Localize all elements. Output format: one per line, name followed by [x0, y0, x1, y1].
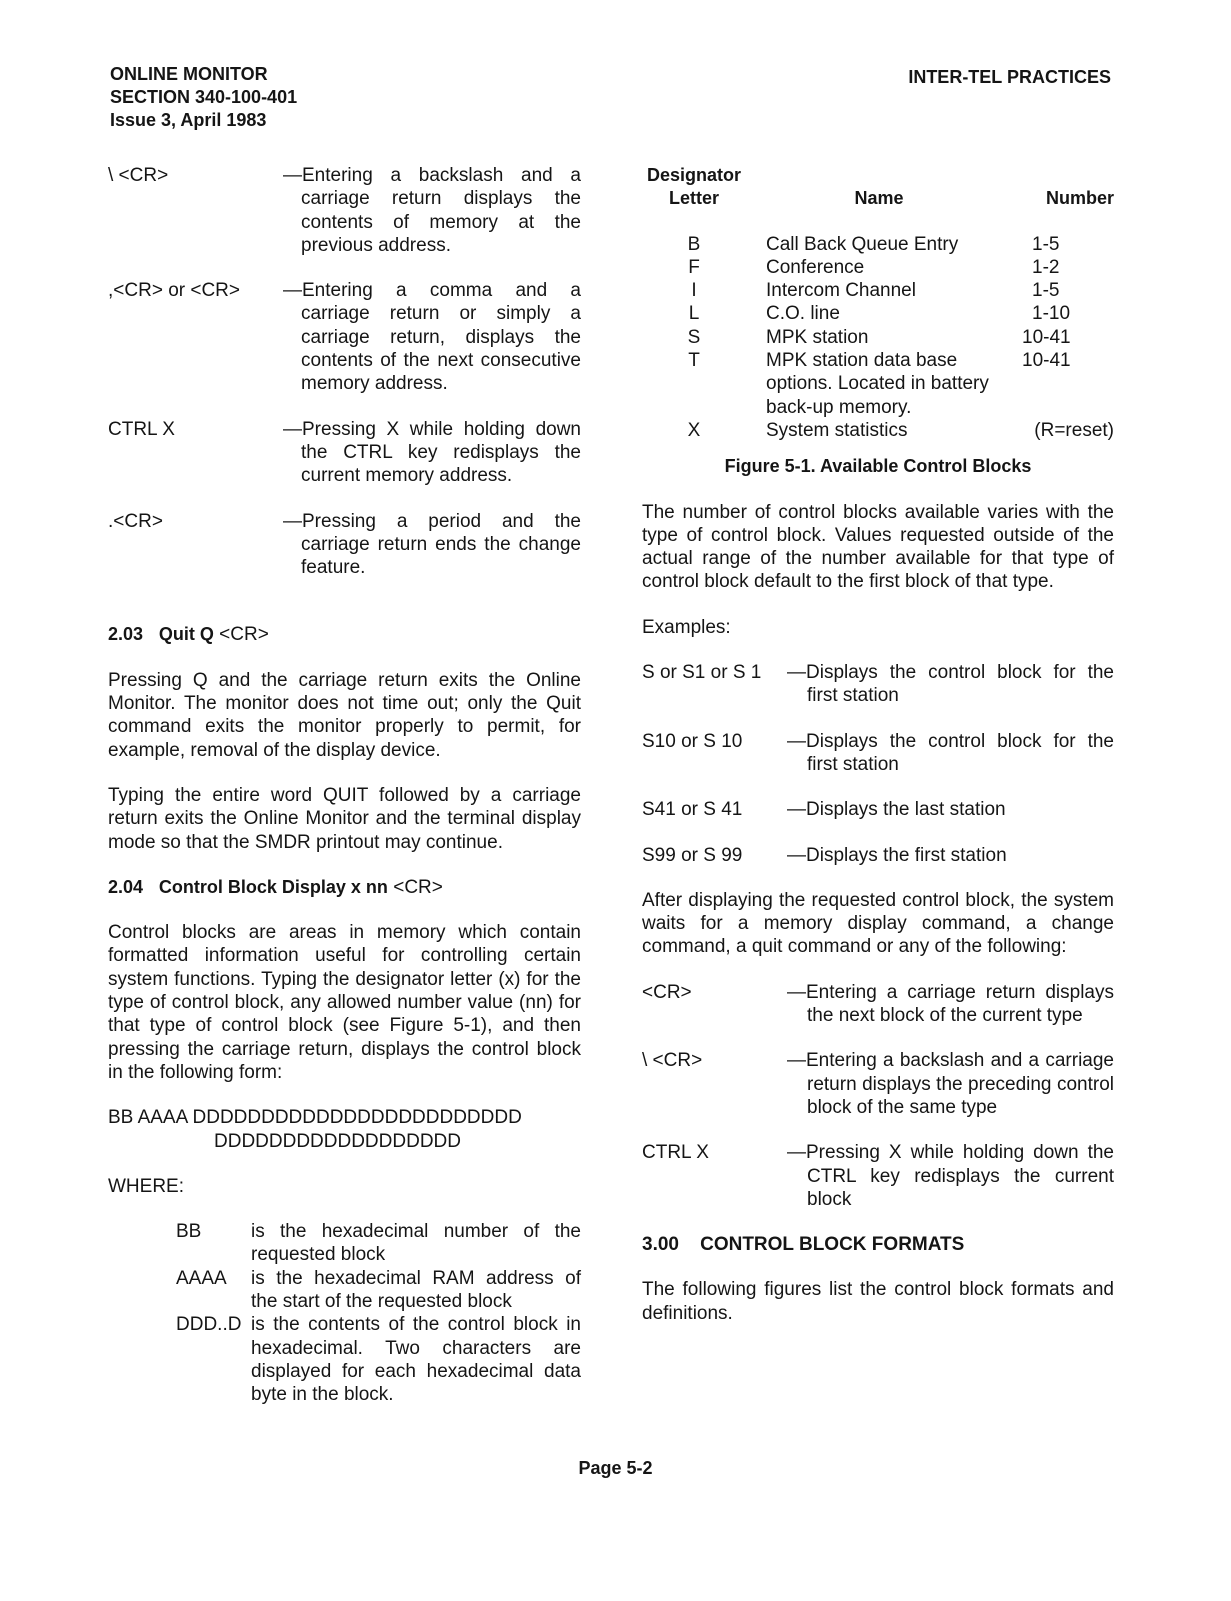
- examples-label: Examples:: [642, 616, 731, 638]
- table-row: I Intercom Channel 1-5: [691, 280, 1060, 302]
- where-item: AAAA is the hexadecimal RAM address of the start of the requested block: [176, 1267, 581, 1312]
- def-desc: —Pressing a period and the carriage return ends the change feature.: [283, 510, 581, 579]
- left-column: [108, 164, 581, 1406]
- example-item: S99 or S 99 —Displays the first station: [642, 844, 1007, 866]
- key-item: <CR> —Entering a carriage return displays the next block of the current type: [642, 981, 1114, 1027]
- table-row: F Conference 1-2: [688, 256, 1060, 278]
- paragraph: After displaying the requested control block, the system waits for a memory display command, a change command, a quit command or any of the following:: [642, 889, 1114, 958]
- paragraph: The number of control blocks available varies with the type of control block. Values requested outside of the actual range of the number available for that type of control block default to the first block of that type.: [642, 501, 1114, 593]
- format-line: BB AAAA DDDDDDDDDDDDDDDDDDDDDDDD: [108, 1107, 522, 1129]
- example-item: S or S1 or S 1 —Displays the control block for the first station: [642, 662, 1114, 707]
- section-heading-3-00: 3.00 CONTROL BLOCK FORMATS: [642, 1234, 965, 1256]
- header-right: INTER-TEL PRACTICES: [908, 67, 1111, 87]
- key-item: \ <CR> —Entering a backslash and a carriage return displays the preceding control block of the same type: [642, 1050, 1114, 1118]
- paragraph: The following figures list the control block formats and definitions.: [642, 1279, 1114, 1324]
- table-row: B Call Back Queue Entry 1-5: [687, 233, 1060, 255]
- def-comma: [108, 279, 581, 395]
- example-item: S41 or S 41 —Displays the last station: [642, 799, 1006, 821]
- def-desc: —Entering a backslash and a carriage return displays the contents of memory at the previous address.: [283, 165, 581, 256]
- table-row: T MPK station data base options. Located in battery back-up memory. 10-41: [688, 350, 1071, 418]
- header-left: [110, 63, 297, 132]
- column-header-letter: Designator Letter: [646, 165, 742, 209]
- right-column: [642, 164, 1114, 1325]
- example-item: S10 or S 10 —Displays the control block for the first station: [642, 730, 1114, 775]
- table-row: L C.O. line 1-10: [688, 303, 1071, 325]
- format-line: DDDDDDDDDDDDDDDDDD: [214, 1130, 461, 1152]
- paragraph: Pressing Q and the carriage return exits the Online Monitor. The monitor does not time out; only the Quit command exits the monitor properly to permit, for example, removal of the display device.: [108, 669, 581, 761]
- where-item: DDD..D is the contents of the control block in hexadecimal. Two characters are displayed for each hexadecimal data byte in the block.: [176, 1314, 581, 1406]
- table-row: X System statistics (R=reset): [687, 419, 1114, 441]
- control-block-table: [642, 164, 1114, 442]
- paragraph: Control blocks are areas in memory which contain formatted information useful for controlling certain system functions. Typing the designator letter (x) for the type of control block, any allowed number value (nn) for that type of control block (see Figure 5-1), and then pressing the carriage return, displays the control block in the following form:: [108, 922, 581, 1083]
- table-header-row: [642, 164, 1114, 233]
- column-header-name: Name: [854, 188, 904, 209]
- def-period: [108, 510, 581, 580]
- key-item: CTRL X —Pressing X while holding down the CTRL key redisplays the current block: [642, 1142, 1114, 1210]
- figure-caption: Figure 5-1. Available Control Blocks: [724, 456, 1032, 477]
- where-list: [108, 1220, 581, 1406]
- def-term: ,<CR> or <CR>: [108, 280, 240, 302]
- doc-section: SECTION 340-100-401: [110, 87, 298, 107]
- paragraph: Typing the entire word QUIT followed by a carriage return exits the Online Monitor and the terminal display mode so that the SMDR printout may continue.: [108, 784, 581, 853]
- def-term: CTRL X: [108, 418, 175, 440]
- def-desc: —Entering a comma and a carriage return or simply a carriage return, displays the contents of the next consecutive memory address.: [283, 280, 581, 395]
- section-heading-2-04: 2.04 Control Block Display x nn <CR>: [108, 876, 443, 898]
- column-header-number: Number: [1045, 188, 1114, 209]
- doc-title: ONLINE MONITOR: [110, 64, 268, 84]
- doc-issue: Issue 3, April 1983: [110, 110, 267, 130]
- where-label: WHERE:: [108, 1175, 184, 1197]
- def-term: .<CR>: [108, 510, 163, 532]
- def-backslash: [108, 164, 581, 257]
- where-item: BB is the hexadecimal number of the requested block: [176, 1221, 581, 1266]
- format-example: [108, 1106, 581, 1153]
- table-row: S MPK station 10-41: [687, 326, 1071, 348]
- def-desc: —Pressing X while holding down the CTRL key redisplays the current memory address.: [283, 418, 581, 487]
- def-term: \ <CR>: [108, 165, 169, 186]
- section-heading-2-03: 2.03 Quit Q <CR>: [108, 624, 269, 646]
- page-number: Page 5-2: [578, 1458, 653, 1478]
- def-ctrlx: [108, 418, 581, 488]
